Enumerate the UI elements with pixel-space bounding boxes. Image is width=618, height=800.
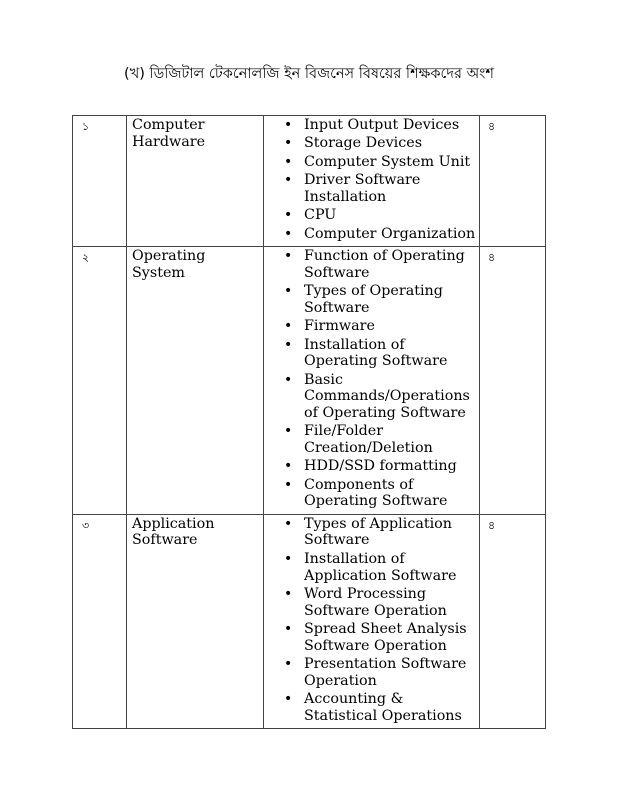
topic-list <box>264 515 479 728</box>
serial-number: ২ <box>73 247 127 515</box>
topic-text: Installation of Operating Software <box>304 336 448 370</box>
topic-text: Word Processing Software Operation <box>304 585 447 619</box>
list-item <box>264 172 477 205</box>
topic-list <box>264 247 479 514</box>
list-item <box>264 586 477 619</box>
list-item <box>264 135 477 152</box>
list-item <box>264 551 477 584</box>
bullet-icon: • <box>284 117 293 133</box>
list-item <box>264 477 477 510</box>
hours-value: ৪ <box>480 247 546 515</box>
list-item <box>264 226 477 243</box>
topic-text: Storage Devices <box>304 135 423 152</box>
bullet-icon: • <box>284 172 293 189</box>
list-item <box>264 372 477 422</box>
list-item <box>264 337 477 370</box>
bullet-icon: • <box>284 515 293 532</box>
bullet-icon: • <box>284 620 293 637</box>
list-item <box>264 691 477 724</box>
list-item <box>264 318 477 335</box>
bullet-icon: • <box>284 283 293 300</box>
syllabus-table <box>72 115 546 729</box>
bullet-icon: • <box>284 336 293 353</box>
topics-cell <box>264 116 480 247</box>
bullet-icon: • <box>284 423 293 440</box>
topic-text: Basic Commands/Operations of Operating Software <box>304 371 470 421</box>
bullet-icon: • <box>284 550 293 567</box>
section-heading: (খ) ডিজিটাল টেকনোলজি ইন বিজনেস বিষয়ের শিক্ষকদের অংশ <box>124 66 494 82</box>
subject-name: Application Software <box>127 514 264 728</box>
hours-value: ৪ <box>480 116 546 247</box>
bullet-icon: • <box>284 585 293 602</box>
topic-text: Types of Operating Software <box>304 283 443 316</box>
topic-text: CPU <box>304 207 337 224</box>
topic-text: HDD/SSD formatting <box>304 458 457 475</box>
topic-text: Function of Operating Software <box>304 248 465 281</box>
list-item <box>264 283 477 316</box>
hours-value: ৪ <box>480 514 546 728</box>
topic-text: Types of Application Software <box>304 515 452 549</box>
table-row <box>73 514 546 728</box>
serial-number: ৩ <box>73 514 127 728</box>
topic-text: Components of Operating Software <box>304 476 448 510</box>
bullet-icon: • <box>284 225 293 242</box>
bullet-icon: • <box>284 371 293 388</box>
list-item <box>264 423 477 456</box>
subject-name: Computer Hardware <box>127 116 264 247</box>
list-item <box>264 154 477 171</box>
topic-text: Computer Organization <box>304 225 476 242</box>
table-row <box>73 247 546 515</box>
topics-cell <box>264 514 480 728</box>
serial-number: ১ <box>73 116 127 247</box>
topic-text: Firmware <box>304 318 375 335</box>
topic-text: Presentation Software Operation <box>304 656 467 689</box>
bullet-icon: • <box>284 207 293 224</box>
subject-name: Operating System <box>127 247 264 515</box>
topic-text: Spread Sheet Analysis Software Operation <box>304 620 467 654</box>
topic-text: Accounting & Statistical Operations <box>304 691 462 724</box>
bullet-icon: • <box>284 318 293 335</box>
topic-text: Input Output Devices <box>304 117 460 133</box>
topic-text: File/Folder Creation/Deletion <box>304 423 433 456</box>
list-item <box>264 248 477 281</box>
list-item <box>264 621 477 654</box>
bullet-icon: • <box>284 153 293 170</box>
list-item <box>264 207 477 224</box>
list-item <box>264 117 477 134</box>
topic-text: Installation of Application Software <box>304 550 457 584</box>
bullet-icon: • <box>284 476 293 493</box>
bullet-icon: • <box>284 135 293 152</box>
bullet-icon: • <box>284 248 293 265</box>
list-item <box>264 458 477 475</box>
bullet-icon: • <box>284 656 293 672</box>
topic-text: Driver Software Installation <box>304 172 421 205</box>
list-item <box>264 516 477 549</box>
topic-text: Computer System Unit <box>304 153 471 170</box>
bullet-icon: • <box>284 458 293 475</box>
table-row <box>73 116 546 247</box>
list-item <box>264 656 477 689</box>
topic-list <box>264 116 479 246</box>
bullet-icon: • <box>284 691 293 708</box>
topics-cell <box>264 247 480 515</box>
